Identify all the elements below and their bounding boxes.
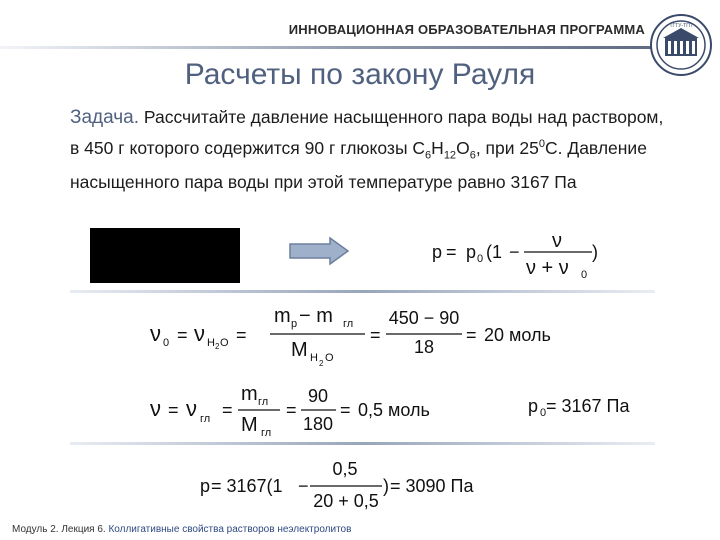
f1-open: (1 <box>486 242 503 262</box>
program-title: ИННОВАЦИОННАЯ ОБРАЗОВАТЕЛЬНАЯ ПРОГРАММА <box>288 22 645 37</box>
f4-eq: = 3167(1 <box>211 476 283 496</box>
f2-num-sub-gl: гл <box>343 318 354 330</box>
f2-nu-sub: 0 <box>163 337 170 349</box>
f1-denominator: ν + ν <box>526 257 569 279</box>
f1-minus: − <box>509 242 520 262</box>
hydrogen-symbol: H <box>431 137 444 158</box>
p0-value-text: = 3167 Па <box>546 396 630 416</box>
raoult-formula <box>432 230 598 281</box>
arrow-right-icon <box>290 238 348 264</box>
footer <box>12 524 351 535</box>
f1-p0-sub: 0 <box>477 253 484 265</box>
water-moles-formula <box>150 305 551 368</box>
f2-den2: 18 <box>413 337 435 357</box>
f3-nu2: ν <box>186 396 197 421</box>
oxygen-subscript: 6 <box>469 149 476 162</box>
hydrogen-subscript: 12 <box>443 149 457 162</box>
p0-sub: 0 <box>540 407 547 419</box>
f3-eq3: = <box>286 400 297 420</box>
f2-nu2-sub-h: H <box>207 337 215 349</box>
f3-nu2-sub: гл <box>200 413 211 425</box>
oxygen-symbol: O <box>456 137 470 158</box>
f1-p0: p <box>466 242 477 262</box>
f3-nu: ν <box>150 396 161 421</box>
f3-eq4: = <box>340 400 351 420</box>
task-text-part2: , при 25 <box>475 137 539 158</box>
f3-den-sub: гл <box>261 427 272 439</box>
f2-num2: 450 − 90 <box>388 308 460 328</box>
f2-den-sub-h: H <box>310 352 318 364</box>
f2-nu2: ν <box>194 321 205 346</box>
f1-eq: = <box>446 242 457 262</box>
f4-close: ) <box>383 476 389 496</box>
f3-den-m: M <box>241 414 258 436</box>
f4-numerator: 0,5 <box>332 459 358 479</box>
f1-p: p <box>432 242 443 262</box>
f2-nu2-sub-2: 2 <box>215 342 220 351</box>
f2-eq4: = <box>466 325 477 345</box>
f2-result: 20 моль <box>484 325 551 345</box>
f2-eq2: = <box>236 325 247 345</box>
f4-p: p <box>200 476 211 496</box>
f2-nu: ν <box>150 321 161 346</box>
f2-num-minus: − m <box>299 305 333 327</box>
f4-result: = 3090 Па <box>390 476 474 496</box>
carbon-subscript: 6 <box>425 149 432 162</box>
f1-den-sub: 0 <box>581 269 588 281</box>
glucose-moles-formula <box>150 383 430 439</box>
degree-superscript: 0 <box>538 138 545 150</box>
f2-num-m: m <box>274 305 291 327</box>
f2-eq3: = <box>370 325 381 345</box>
f2-nu2-sub-o: O <box>220 337 229 349</box>
footer-topic: Коллигативные свойства растворов неэлектролитов <box>108 524 352 535</box>
task-label: Задача. <box>70 107 140 128</box>
f4-minus: − <box>298 476 309 496</box>
p0-value <box>528 396 630 419</box>
f1-numerator: ν <box>552 230 562 252</box>
f2-den-sub-o: O <box>325 352 334 364</box>
f2-num-sub-p: p <box>291 318 298 330</box>
f3-den2: 180 <box>302 414 334 434</box>
logo-text: ТГТУ-ТГП <box>669 23 693 29</box>
f3-num-sub: гл <box>258 396 269 408</box>
p0-label: p <box>528 396 539 416</box>
f2-eq1: = <box>177 325 188 345</box>
f2-den-sub-2: 2 <box>319 359 324 368</box>
f1-close: ) <box>592 242 598 262</box>
task-text-part1: Рассчитайте давление насыщенного пара воды над раствором, в 450 г которого содержится 90 г глюкозы C <box>70 107 664 158</box>
final-pressure-formula <box>200 459 474 511</box>
f2-den-m: M <box>291 339 308 361</box>
f3-result: 0,5 моль <box>358 400 430 420</box>
task-text-part3: С. Давление насыщенного пара воды при этой температуре равно 3167 Па <box>70 137 647 193</box>
f3-num2: 90 <box>307 386 329 406</box>
footer-module: Модуль 2. Лекция 6. <box>12 524 106 535</box>
f3-eq2: = <box>222 400 233 420</box>
f3-num-m: m <box>241 383 258 405</box>
slide-title: Расчеты по закону Рауля <box>184 58 536 91</box>
f3-eq1: = <box>168 400 179 420</box>
f4-denominator: 20 + 0,5 <box>313 491 379 511</box>
